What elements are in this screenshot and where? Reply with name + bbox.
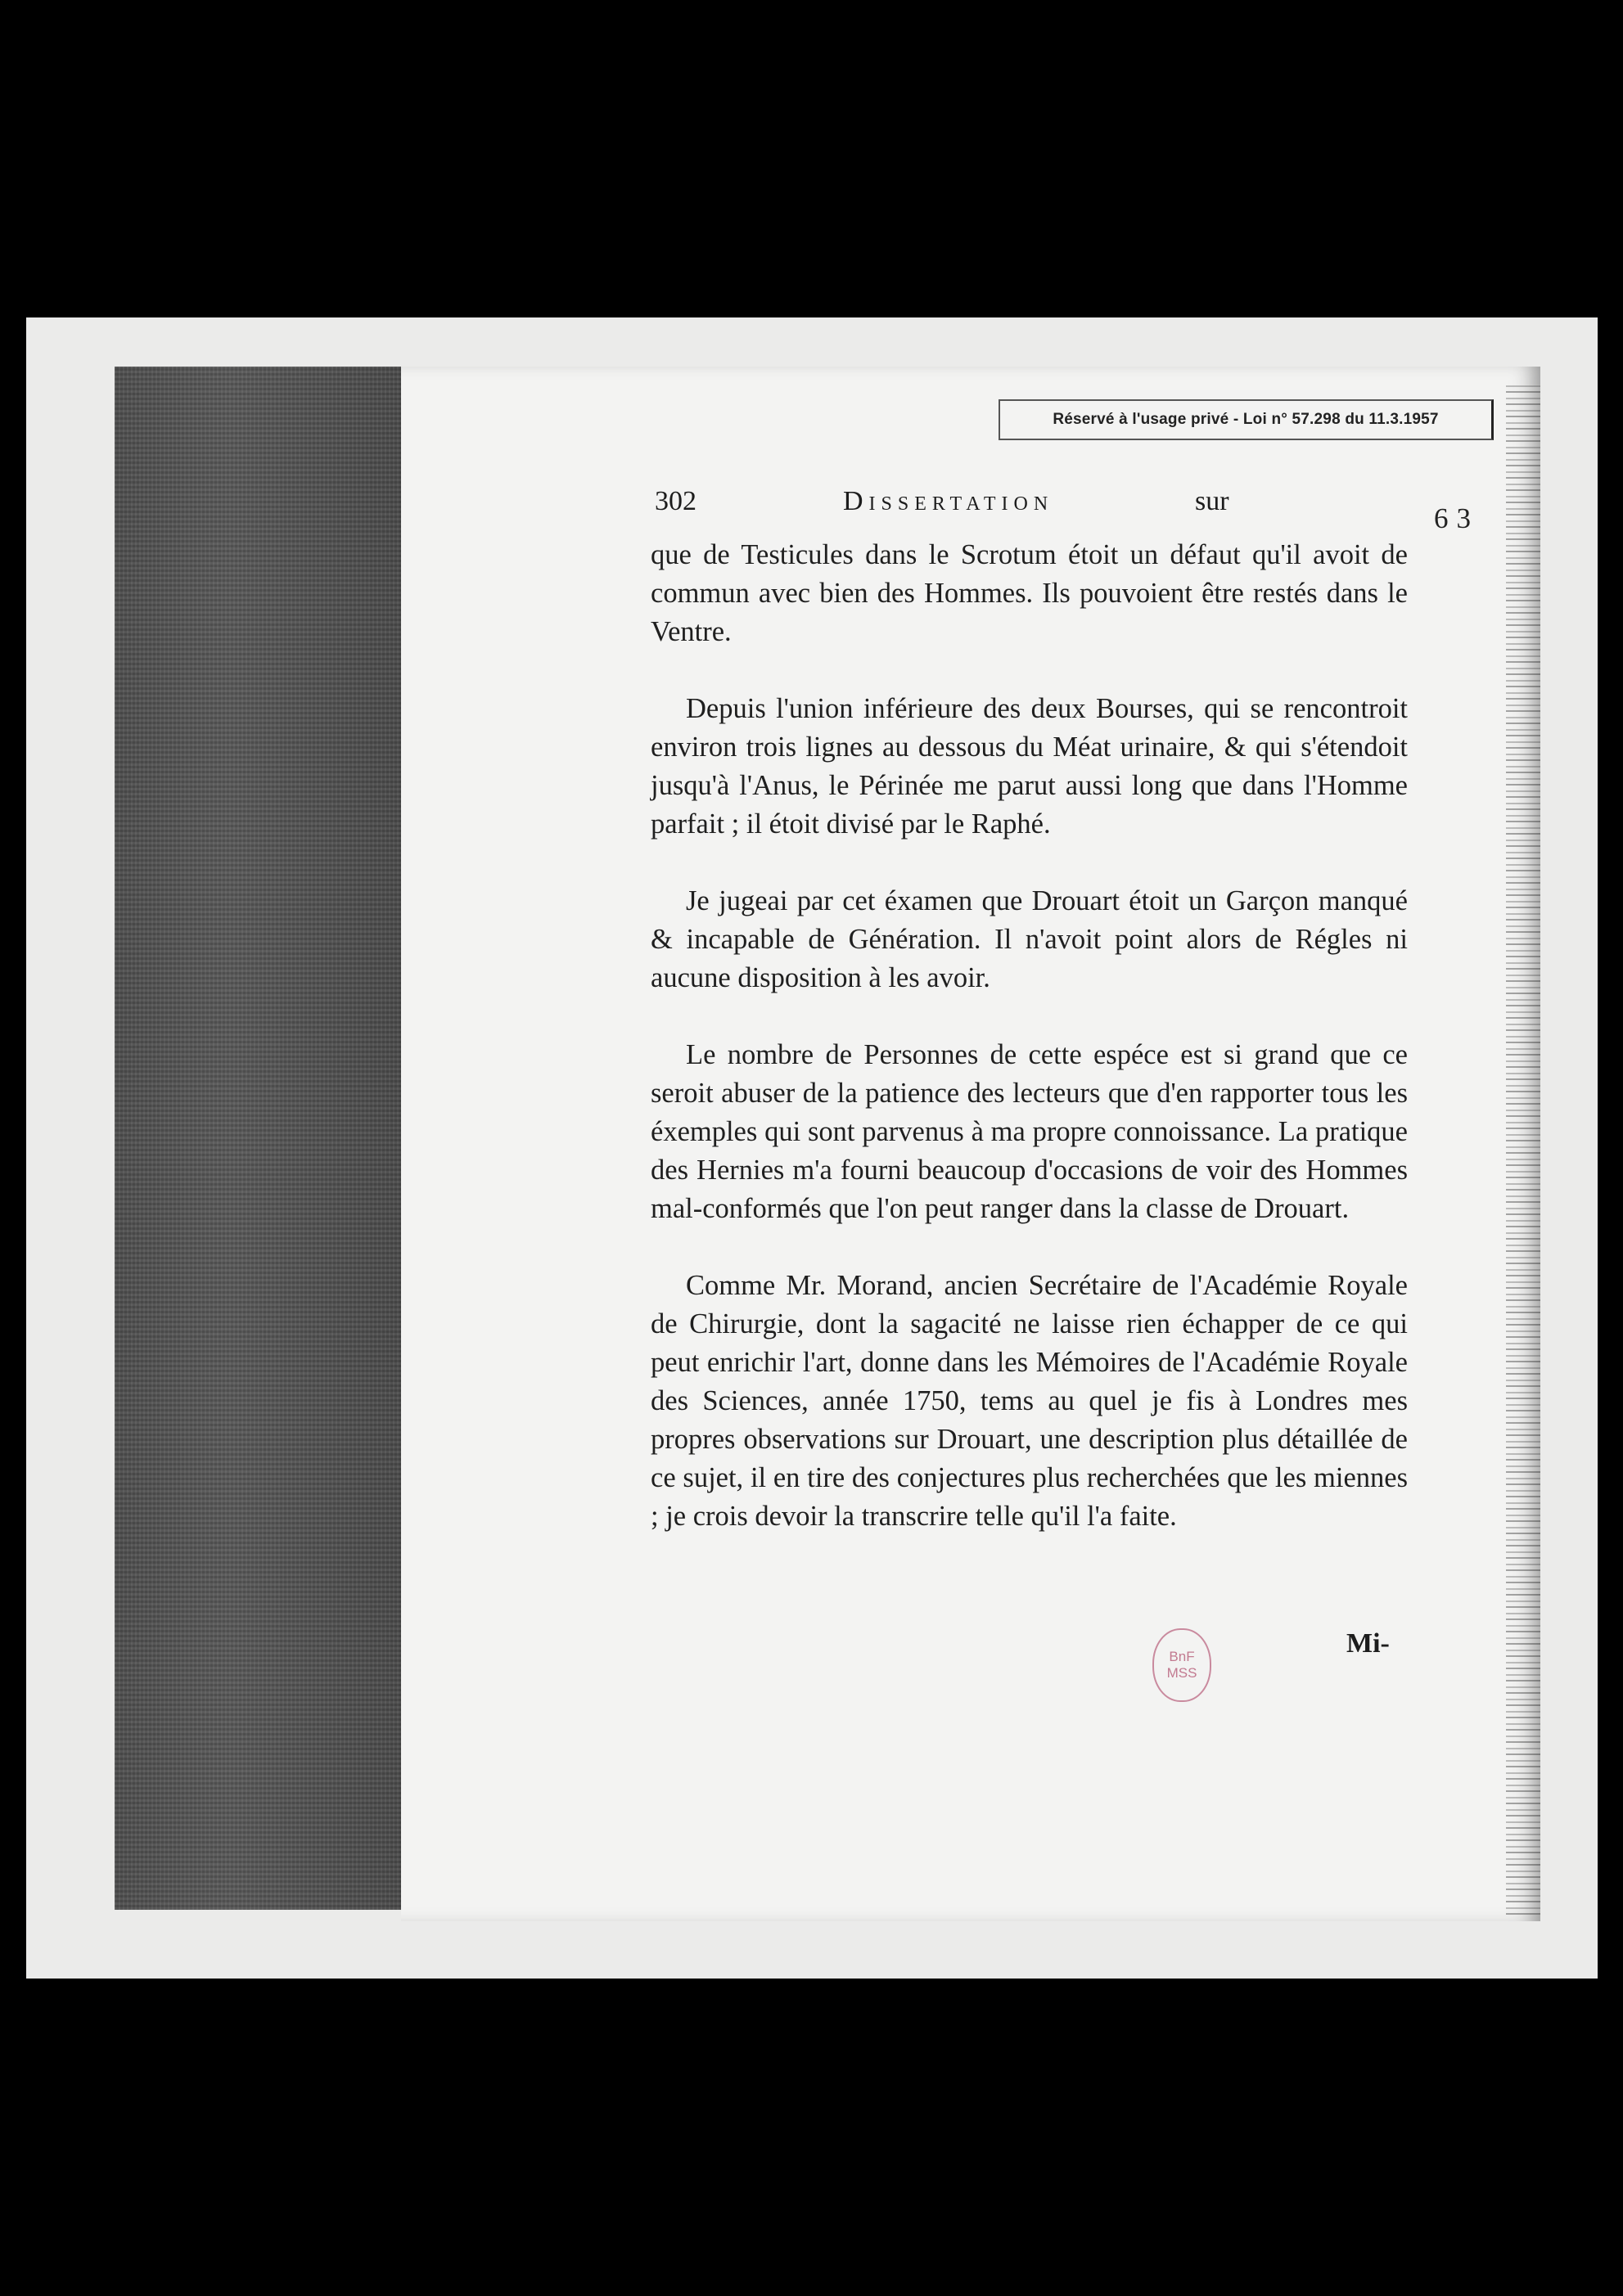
- book-spine: [115, 367, 401, 1910]
- bnf-library-stamp: [1152, 1628, 1211, 1702]
- paragraph-3: Je jugeai par cet éxamen que Drouart étoit un Garçon manqué & incapable de Génération. Il n'avoit point alors de Régles ni aucune disposition à les avoir.: [651, 885, 1408, 993]
- catchword: Mi-: [1346, 1628, 1390, 1659]
- running-head-title: Dissertation: [843, 486, 1054, 516]
- running-head: [655, 486, 1408, 524]
- page-number: 302: [655, 486, 697, 516]
- paragraph-4: Le nombre de Personnes de cette espéce est si grand que ce seroit abuser de la patience des lecteurs que d'en rapporter tous les éxemples qui sont parvenus à ma propre connoissance. La pratique des Hernies m'a fourni beaucoup d'occasions de voir des Hommes mal-conformés que l'on peut ranger dans la classe de Drouart.: [651, 1039, 1408, 1224]
- folio-number: 63: [1434, 502, 1479, 534]
- body-text: [651, 536, 1408, 1536]
- running-head-sur: sur: [1195, 486, 1229, 516]
- paragraph-5: Comme Mr. Morand, ancien Secrétaire de l'Académie Royale de Chirurgie, dont la sagacité ne laisse rien échapper de ce qui peut enrichir l'art, donne dans les Mémoires de l'Académie Royale des Sciences, année 1750, tems au quel je fis à Londres mes propres observations sur Drouart, une description plus détaillée de ce sujet, il en tire des conjectures plus recherchées que les miennes ; je crois devoir la transcrire telle qu'il l'a faite.: [651, 1270, 1408, 1532]
- private-use-stamp: Réservé à l'usage privé - Loi n° 57.298 du 11.3.1957: [999, 399, 1494, 440]
- bnf-stamp-line2: MSS: [1166, 1665, 1197, 1681]
- bnf-stamp-line1: BnF: [1169, 1649, 1195, 1664]
- paragraph-2: Depuis l'union inférieure des deux Bourses, qui se rencontroit environ trois lignes au dessous du Méat urinaire, & qui s'étendoit jusqu'à l'Anus, le Périnée me parut aussi long que dans l'Homme parfait ; il étoit divisé par le Raphé.: [651, 693, 1408, 840]
- page-edge-shadow: [1506, 385, 1540, 1915]
- paragraph-1: que de Testicules dans le Scrotum étoit un défaut qu'il avoit de commun avec bien des Hommes. Ils pouvoient être restés dans le Ventre.: [651, 539, 1408, 647]
